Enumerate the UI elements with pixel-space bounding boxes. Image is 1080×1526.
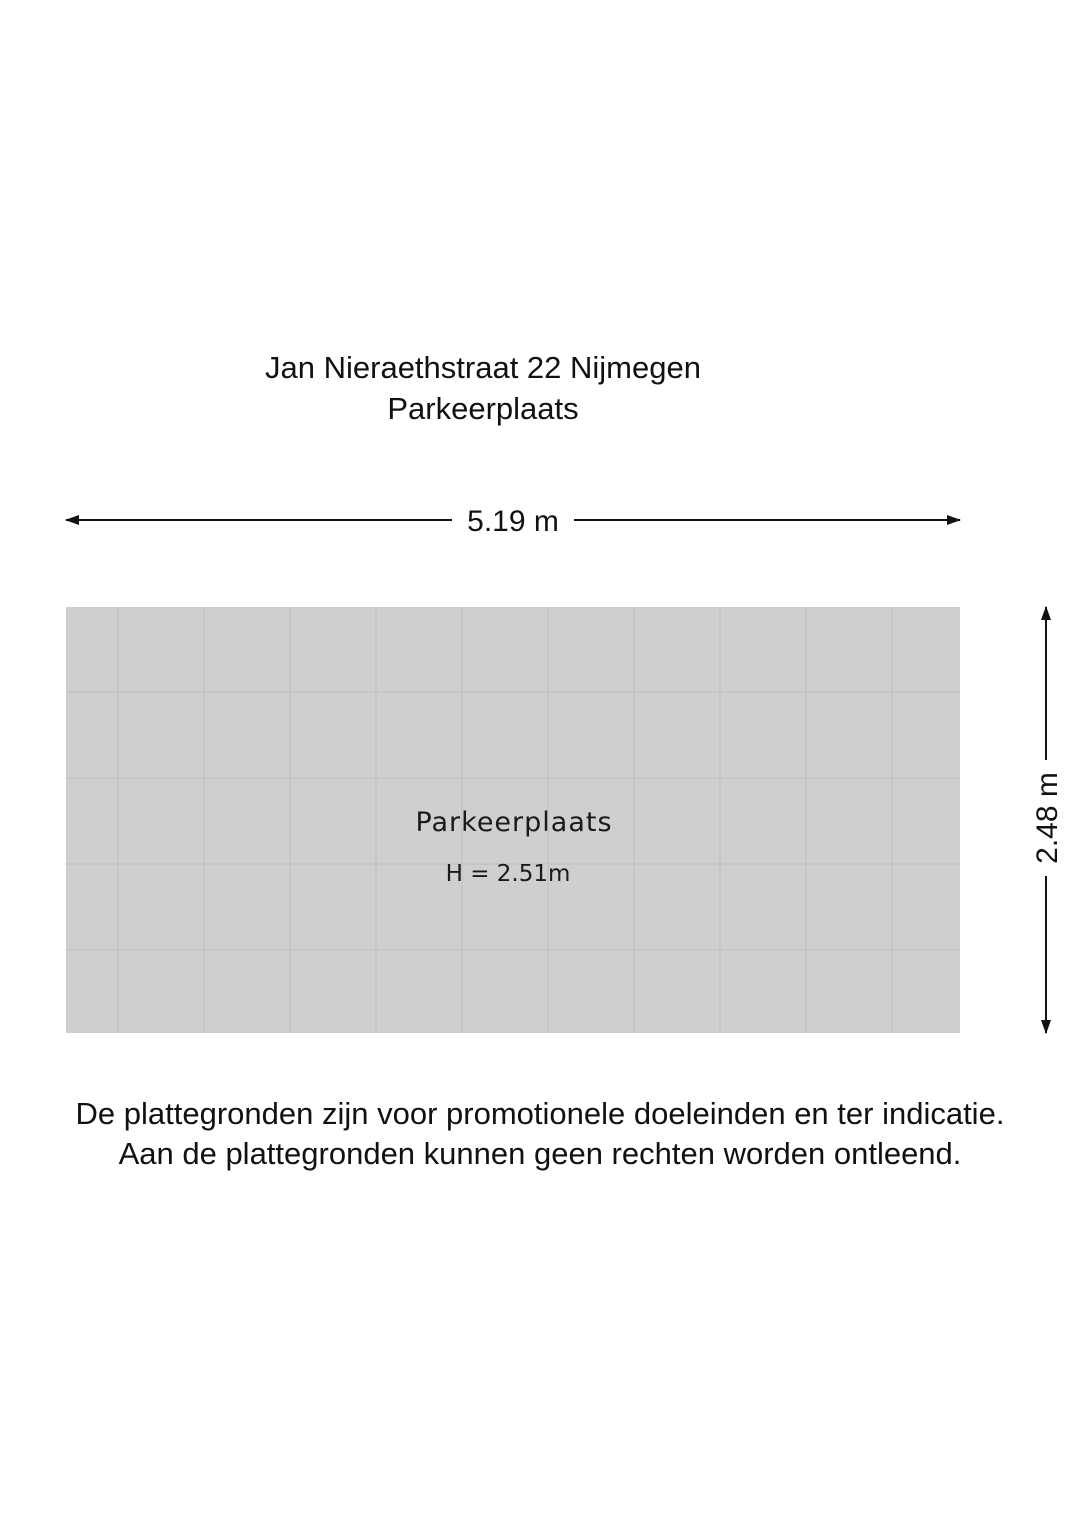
disclaimer-line-1: De plattegronden zijn voor promotionele doeleinden en ter indicatie. (75, 1096, 1005, 1131)
disclaimer-line-2: Aan de plattegronden kunnen geen rechten worden ontleend. (118, 1136, 962, 1171)
room-parkeerplaats (66, 607, 960, 1033)
room-name-label: Parkeerplaats (415, 807, 613, 838)
plan-address-title: Jan Nieraethstraat 22 Nijmegen (265, 350, 701, 385)
width-dimension (66, 505, 960, 538)
room-height-label: H = 2.51m (445, 861, 571, 887)
plan-floor-title: Parkeerplaats (387, 391, 579, 426)
width-dimension-label: 5.19 m (467, 505, 559, 538)
depth-dimension-label: 2.48 m (1031, 772, 1064, 864)
depth-dimension (1031, 607, 1064, 1033)
